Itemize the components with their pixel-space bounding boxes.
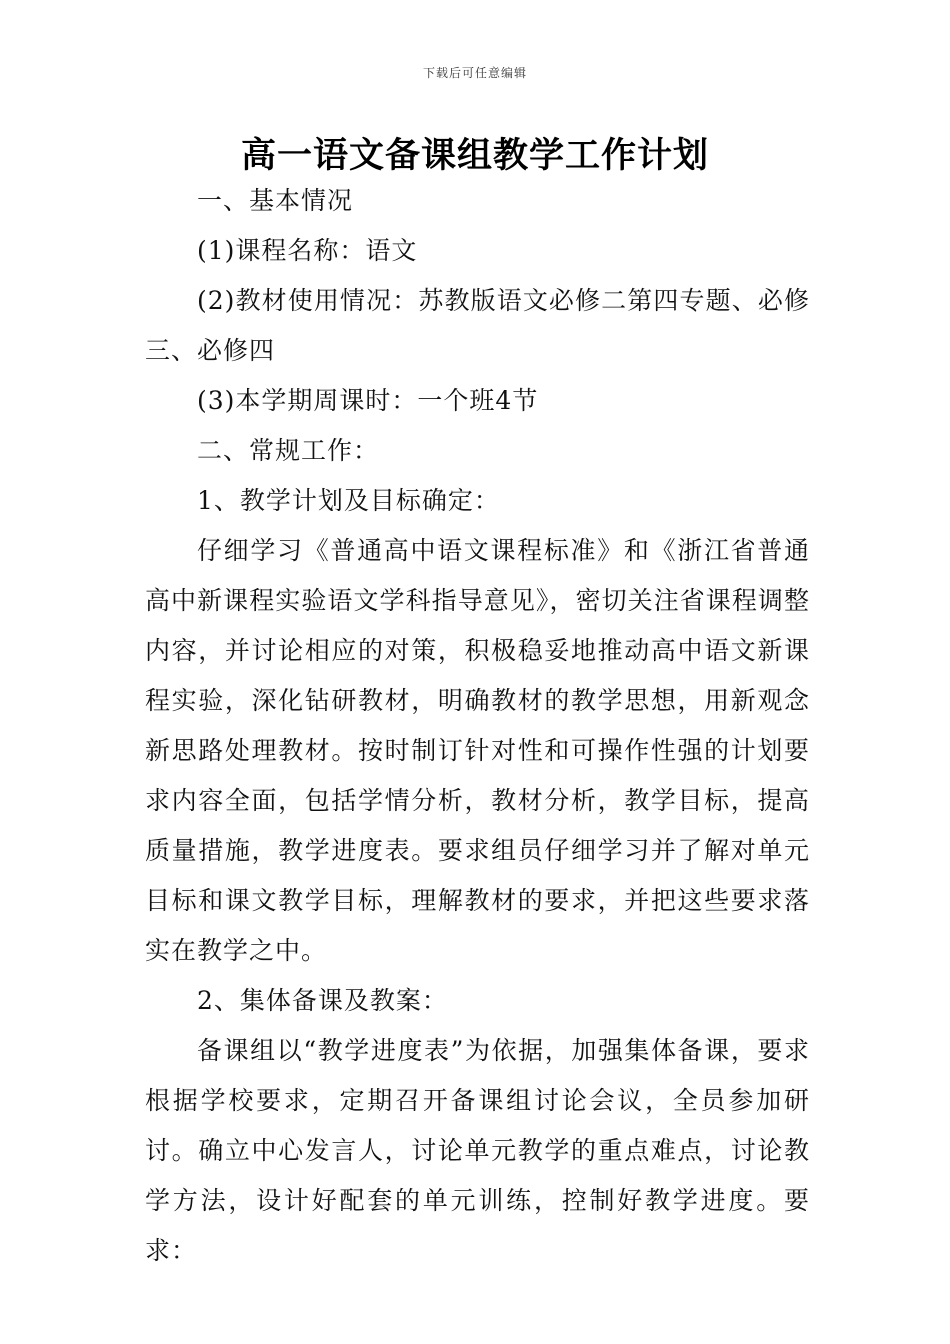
section-heading-basic-info: 一、基本情况	[197, 186, 354, 215]
paragraph-teaching-plan: 仔细学习《普通高中语文课程标准》和《浙江省普通高中新课程实验语文学科指导意见》，密切关注省课程调整内容，并讨论相应的对策，积极稳妥地推动高中语文新课程实验，深化钻研教材，明确教材的教学思想，用新观念新思路处理教材。按时制订针对性和可操作性强的计划要求内容全面，包括学情分析，教材分析，教学目标，提高质量措施，教学进度表。要求组员仔细学习并了解对单元目标和课文教学目标，理解教材的要求，并把这些要求落实在教学之中。	[145, 536, 810, 965]
weekly-hours-line: (3)本学期周课时：一个班4节	[197, 386, 539, 415]
section-heading-routine-work: 二、常规工作：	[197, 436, 380, 465]
paragraph-collective-prep: 备课组以“教学进度表”为依据，加强集体备课，要求根据学校要求，定期召开备课组讨论会议，全员参加研讨。确立中心发言人，讨论单元教学的重点难点，讨论教学方法，设计好配套的单元训练，控制好教学进度。要求：	[145, 1036, 810, 1265]
header-note: 下载后可任意编辑	[422, 66, 527, 80]
document-title: 高一语文备课组教学工作计划	[240, 136, 709, 176]
textbook-usage-line: (2)教材使用情况：苏教版语文必修二第四专题、必修三、必修四	[145, 286, 810, 365]
document-body	[145, 176, 810, 1276]
course-name-line: (1)课程名称：语文	[197, 236, 418, 265]
subheading-teaching-plan: 1、教学计划及目标确定：	[197, 486, 500, 515]
subheading-collective-prep: 2、集体备课及教案：	[197, 986, 448, 1015]
